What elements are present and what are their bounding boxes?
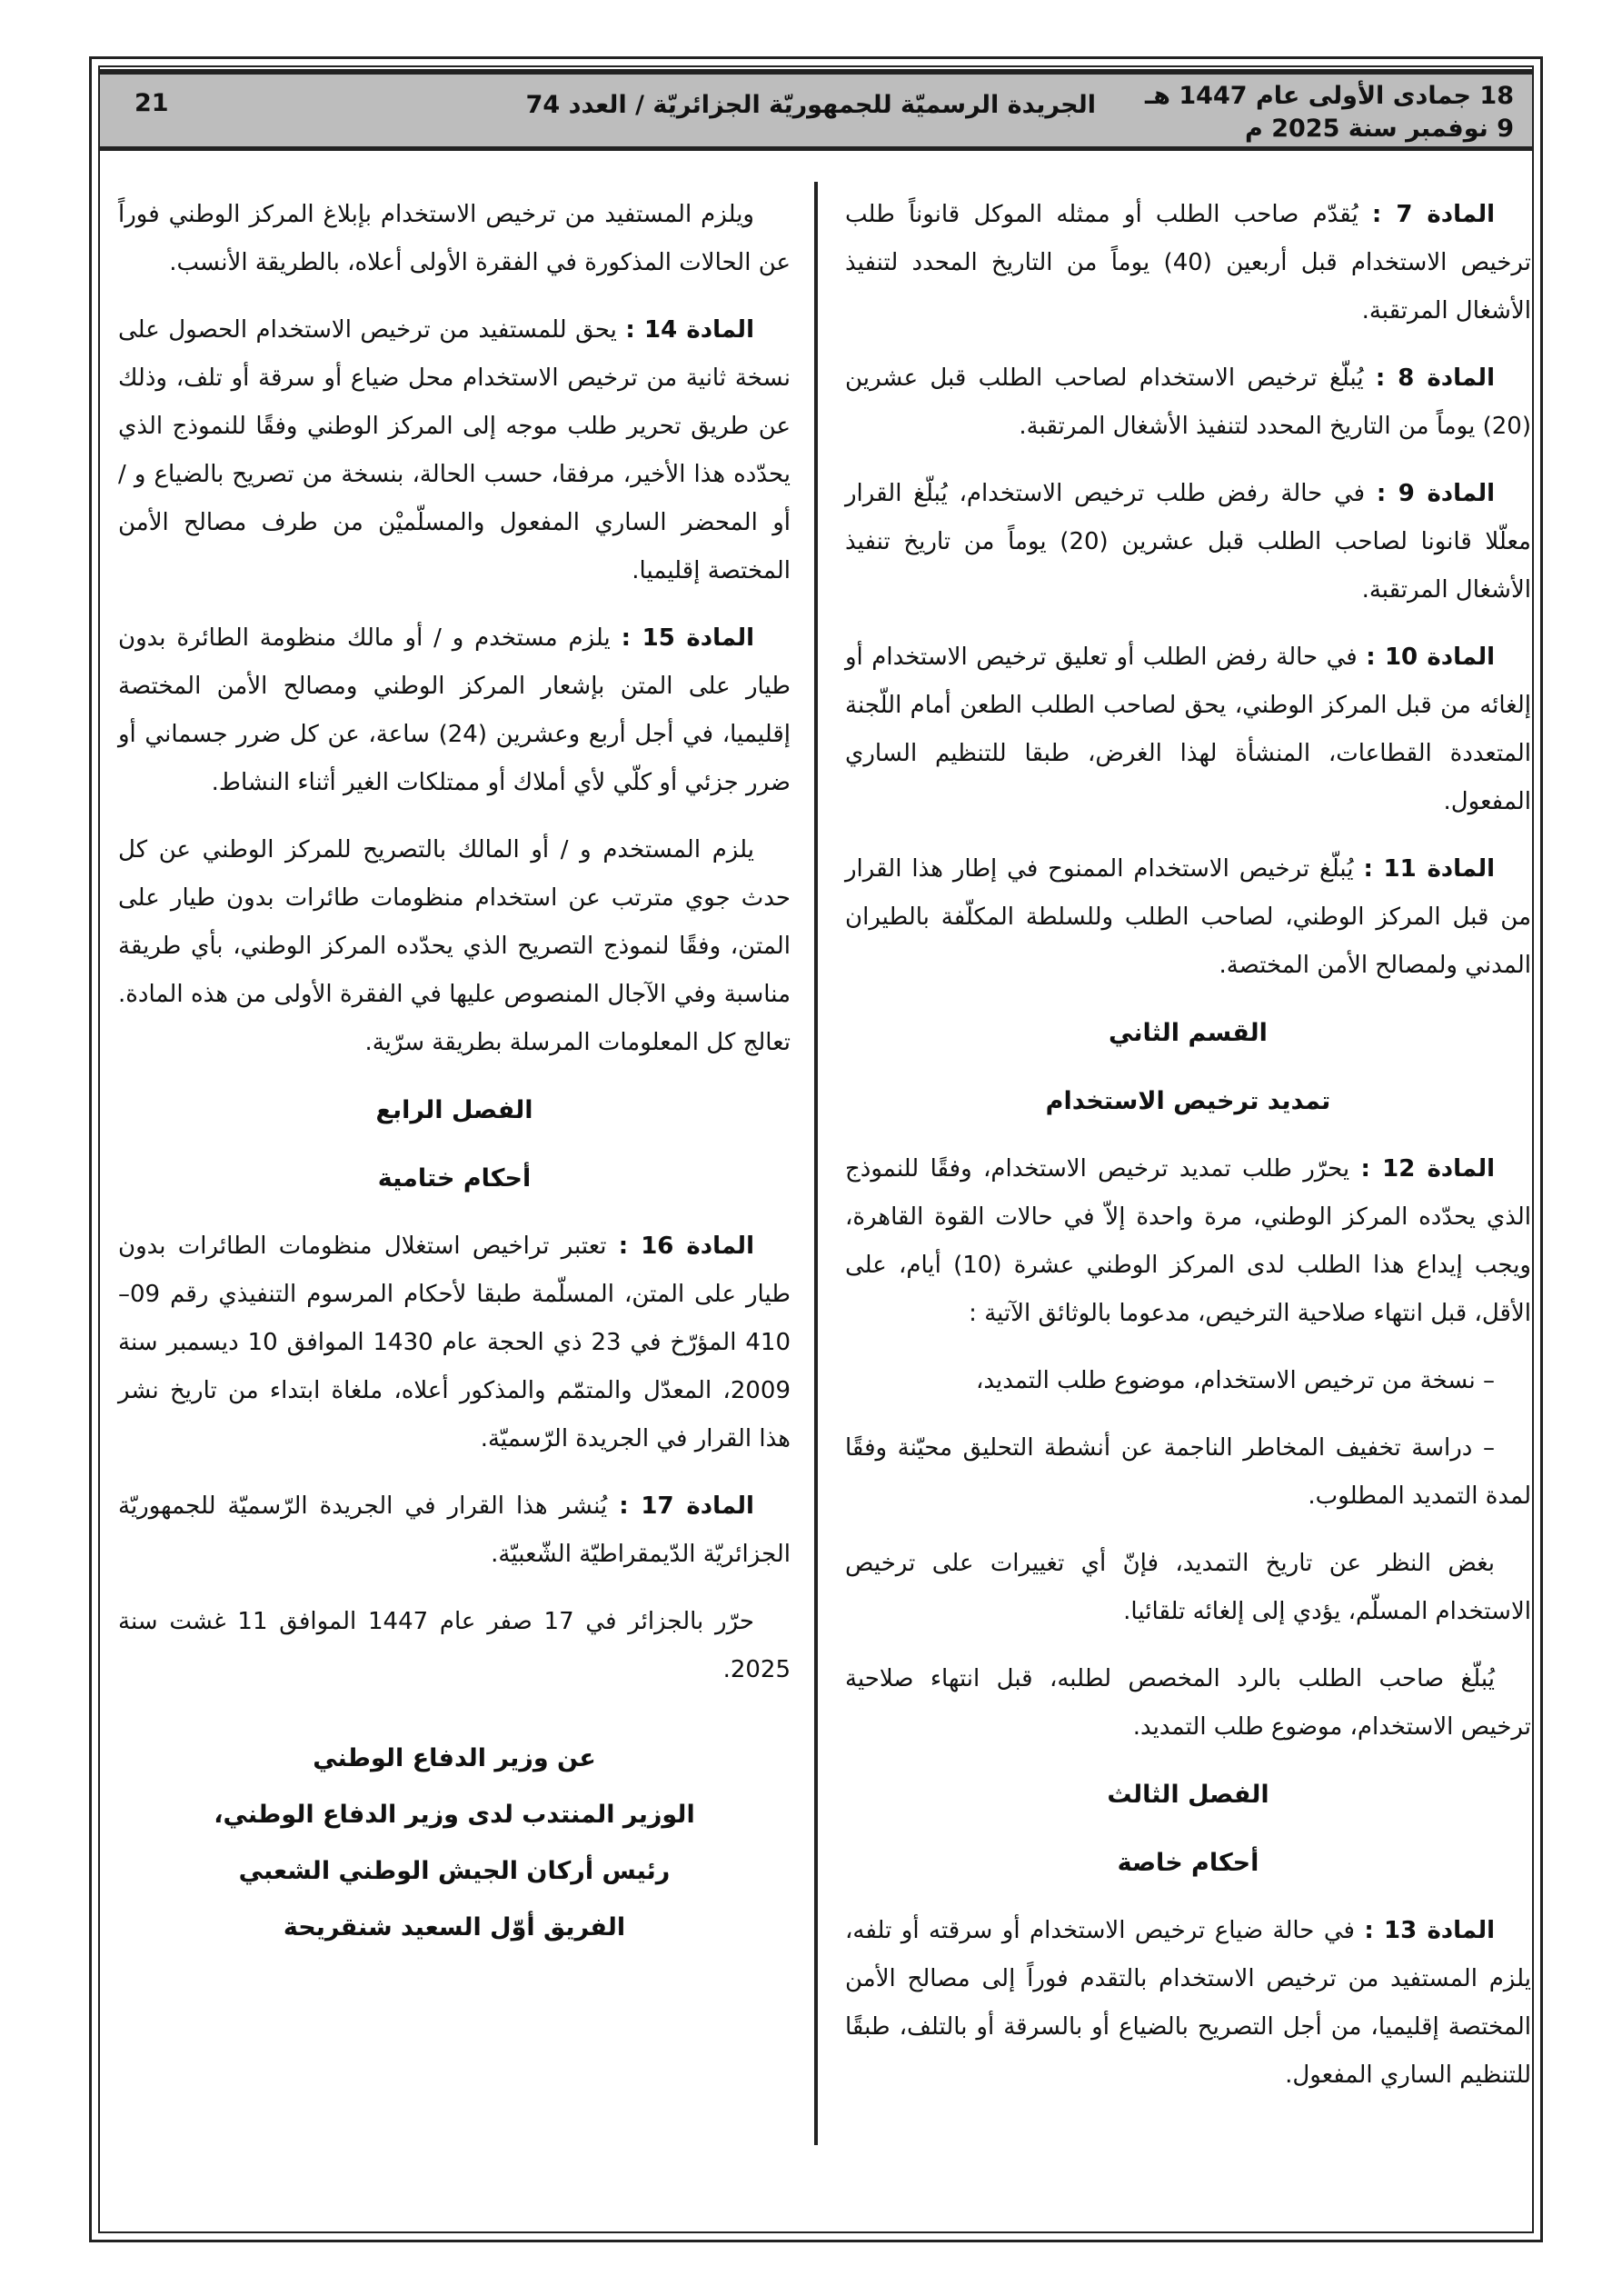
article-17 — [118, 1482, 791, 1579]
section-subtitle: تمديد ترخيص الاستخدام — [1045, 1087, 1331, 1115]
paragraph-notify: يُبلّغ صاحب الطلب بالرد المخصص لطلبه، قبل انتهاء صلاحية ترخيص الاستخدام، موضوع طلب التمديد. — [845, 1665, 1531, 1741]
article-label: المادة 9 : — [1376, 480, 1495, 507]
list-item: – نسخة من ترخيص الاستخدام، موضوع طلب التمديد، — [975, 1367, 1495, 1394]
signature-name: الفريق أوّل السعيد شنقريحة — [283, 1913, 626, 1942]
chapter-subtitle: أحكام ختامية — [377, 1164, 532, 1193]
article-label: المادة 14 : — [625, 316, 754, 344]
chapter-title: الفصل الثالث — [1107, 1781, 1269, 1809]
article-text: يُبلّغ ترخيص الاستخدام لصاحب الطلب قبل عشرين (20) يوماً من التاريخ المحدد لتنفيذ الأشغال المرتقبة. — [845, 364, 1531, 440]
column-divider — [814, 182, 818, 2145]
paragraph-declare: يلزم المستخدم و / أو المالك بالتصريح للمركز الوطني عن كل حدث جوي مترتب عن استخدام منظومات طائرات بدون طيار على المتن، وفقًا لنموذج التصريح الذي يحدّده المركز الوطني، بأي طريقة مناسبة وفي الآجال المنصوص عليها في الفقرة الأولى من هذه المادة. تعالج كل المعلومات المرسلة بطريقة سرّية. — [118, 836, 791, 1056]
left-column — [118, 191, 791, 1956]
right-column — [845, 191, 1531, 2119]
article-label: المادة 16 : — [618, 1233, 754, 1260]
signature-line: رئيس أركان الجيش الوطني الشعبي — [238, 1857, 671, 1885]
article-text: يلزم مستخدم و / أو مالك منظومة الطائرة بدون طيار على المتن بإشعار المركز الوطني ومصالح الأمن المختصة إقليميا، في أجل أربع وعشرين (24) ساعة، عن كل ضرر جسماني أو ضرر جزئي أو كلّي لأي أملاك أو ممتلكات الغير أثناء النشاط. — [118, 624, 791, 796]
article-16 — [118, 1223, 791, 1463]
article-13 — [845, 1907, 1531, 2100]
header-date-gregorian: 9 نوفمبر سنة 2025 م — [1245, 115, 1514, 143]
header-title: الجريدة الرسميّة للجمهوريّة الجزائريّة / العدد 74 — [525, 91, 1096, 119]
page-number: 21 — [134, 89, 169, 117]
article-text: في حالة رفض طلب ترخيص الاستخدام، يُبلّغ القرار معلّلا قانونا لصاحب الطلب قبل عشرين (20) يوماً من تاريخ تنفيذ الأشغال المرتقبة. — [845, 480, 1531, 604]
article-label: المادة 15 : — [621, 624, 754, 652]
article-11 — [845, 845, 1531, 990]
chapter-title: الفصل الرابع — [375, 1096, 533, 1124]
article-text: في حالة ضياع ترخيص الاستخدام أو سرقته أو تلفه، يلزم المستفيد من ترخيص الاستخدام بالتقدم فوراً إلى مصالح الأمن المختصة إقليميا، من أجل التصريح بالضياع أو بالسرقة أو بالتلف، طبقًا للتنظيم الساري المفعول. — [845, 1917, 1531, 2089]
article-text: يُقدّم صاحب الطلب أو ممثله الموكل قانوناً طلب ترخيص الاستخدام قبل أربعين (40) يوماً من التاريخ المحدد لتنفيذ الأشغال المرتقبة. — [845, 201, 1531, 324]
header-dates — [1145, 80, 1514, 145]
article-label: المادة 10 : — [1366, 644, 1495, 671]
chapter-subtitle: أحكام خاصة — [1117, 1849, 1259, 1877]
article-7 — [845, 191, 1531, 335]
article-10 — [845, 634, 1531, 826]
section-title: القسم الثاني — [1109, 1019, 1268, 1047]
article-text: في حالة رفض الطلب أو تعليق ترخيص الاستخدام أو إلغائه من قبل المركز الوطني، يحق لصاحب الطلب الطعن أمام اللّجنة المتعددة القطاعات، المنشأة لهذا الغرض، طبقا للتنظيم الساري المفعول. — [845, 644, 1531, 815]
article-label: المادة 11 : — [1363, 855, 1495, 883]
article-label: المادة 17 : — [619, 1492, 754, 1520]
article-15 — [118, 614, 791, 807]
paragraph-inform: ويلزم المستفيد من ترخيص الاستخدام بإبلاغ المركز الوطني فوراً عن الحالات المذكورة في الفقرة الأولى أعلاه، بالطريقة الأنسب. — [118, 201, 791, 276]
article-8 — [845, 354, 1531, 451]
article-label: المادة 13 : — [1364, 1917, 1495, 1944]
header-date-hijri: 18 جمادى الأولى عام 1447 هـ — [1145, 82, 1514, 110]
article-14 — [118, 306, 791, 595]
signature-line: عن وزير الدفاع الوطني — [313, 1744, 596, 1772]
article-12 — [845, 1145, 1531, 1338]
article-label: المادة 7 : — [1371, 201, 1495, 228]
page-header — [100, 69, 1532, 151]
paragraph-changes: بغض النظر عن تاريخ التمديد، فإنّ أي تغييرات على ترخيص الاستخدام المسلّم، يؤدي إلى إلغائه تلقائيا. — [845, 1550, 1531, 1625]
article-text: تعتبر تراخيص استغلال منظومات الطائرات بدون طيار على المتن، المسلّمة طبقا لأحكام المرسوم التنفيذي رقم 09–410 المؤرّخ في 23 ذي الحجة عام 1430 الموافق 10 ديسمبر سنة 2009، المعدّل والمتمّم والمذكور أعلاه، ملغاة ابتداء من تاريخ نشر هذا القرار في الجريدة الرّسميّة. — [118, 1233, 791, 1452]
article-9 — [845, 470, 1531, 614]
done-at: حرّر بالجزائر في 17 صفر عام 1447 الموافق 11 غشت سنة 2025. — [118, 1608, 791, 1683]
list-item: – دراسة تخفيف المخاطر الناجمة عن أنشطة التحليق محيّنة وفقًا لمدة التمديد المطلوب. — [845, 1434, 1531, 1510]
article-text: يحق للمستفيد من ترخيص الاستخدام الحصول على نسخة ثانية من ترخيص الاستخدام محل ضياع أو سرقة أو تلف، وذلك عن طريق تحرير طلب موجه إلى المركز الوطني وفقًا للنموذج الذي يحدّده هذا الأخير، مرفقا، حسب الحالة، بنسخة من تصريح بالضياع و / أو المحضر الساري المفعول والمسلّميْن من طرف مصالح الأمن المختصة إقليميا. — [118, 316, 791, 584]
article-text: يُنشر هذا القرار في الجريدة الرّسميّة للجمهوريّة الجزائريّة الدّيمقراطيّة الشّعبيّة. — [118, 1492, 791, 1568]
article-label: المادة 8 : — [1375, 364, 1495, 392]
article-label: المادة 12 : — [1360, 1155, 1496, 1183]
article-text: يُبلّغ ترخيص الاستخدام الممنوح في إطار هذا القرار من قبل المركز الوطني، لصاحب الطلب وللسلطة المكلّفة بالطيران المدني ولمصالح الأمن المختصة. — [845, 855, 1531, 979]
article-text: يحرّر طلب تمديد ترخيص الاستخدام، وفقًا للنموذج الذي يحدّده المركز الوطني، مرة واحدة إلاّ في حالات القوة القاهرة، ويجب إيداع هذا الطلب لدى المركز الوطني عشرة (10) أيام، على الأقل، قبل انتهاء صلاحية الترخيص، مدعوما بالوثائق الآتية : — [845, 1155, 1531, 1327]
signature-line: الوزير المنتدب لدى وزير الدفاع الوطني، — [214, 1801, 695, 1829]
